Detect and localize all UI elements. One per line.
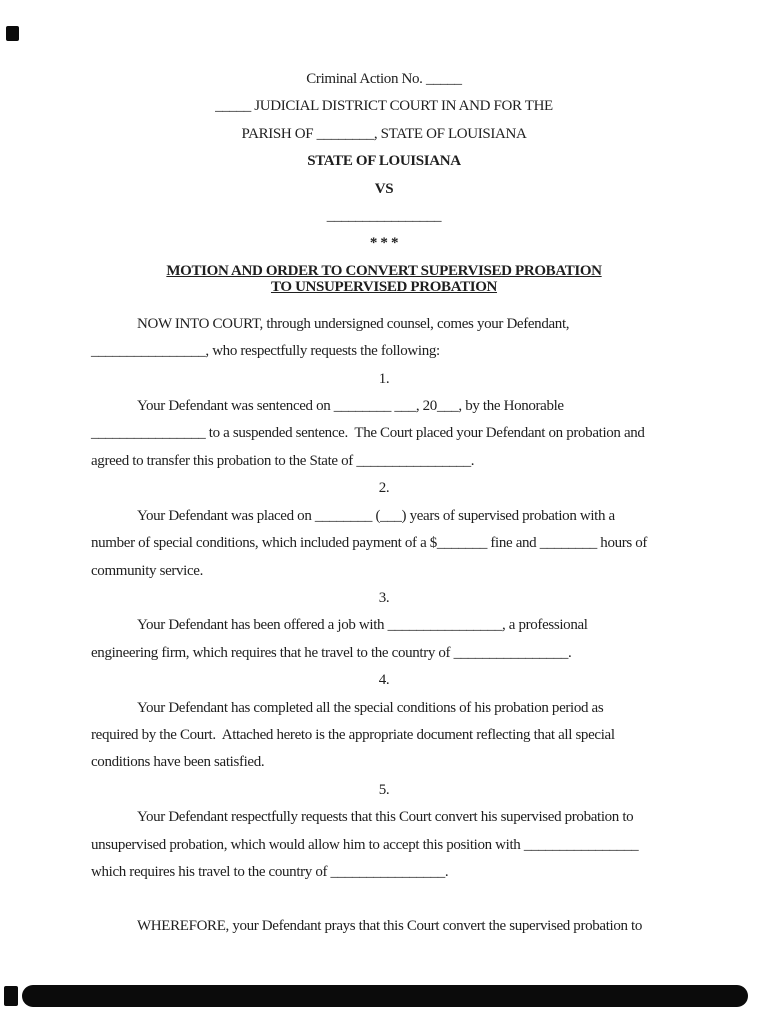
case-number-line: Criminal Action No. _____	[306, 71, 462, 87]
paragraph-3-line-2: engineering firm, which requires that he travel to the country of ________________.	[91, 644, 572, 661]
paragraph-4-number: 4.	[378, 672, 390, 689]
intro-line-1: NOW INTO COURT, through undersigned counsel, comes your Defendant,	[137, 315, 570, 332]
paragraph-5-line-2: unsupervised probation, which would allow him to accept this position with ________________	[91, 836, 639, 853]
scan-artifact-top-left	[6, 26, 19, 41]
paragraph-2-line-2: number of special conditions, which included payment of a $_______ fine and ________ hours of	[91, 535, 648, 552]
paragraph-2-line-3: community service.	[91, 562, 204, 579]
paragraph-3-line-1: Your Defendant has been offered a job with ________________, a professional	[137, 617, 588, 634]
paragraph-5-number: 5.	[378, 781, 390, 798]
party-plaintiff: STATE OF LOUISIANA	[307, 153, 461, 170]
court-line: _____ JUDICIAL DISTRICT COURT IN AND FOR THE	[215, 98, 553, 115]
defendant-name-blank: ________________	[326, 208, 442, 225]
wherefore-line: WHEREFORE, your Defendant prays that this Court convert the supervised probation to	[137, 918, 643, 935]
paragraph-5-line-3: which requires his travel to the country of ________________.	[91, 863, 449, 880]
paragraph-1-number: 1.	[378, 370, 390, 387]
motion-title-line-2: TO UNSUPERVISED PROBATION	[270, 278, 498, 295]
intro-line-2: ________________, who respectfully requests the following:	[91, 343, 440, 360]
paragraph-1-line-3: agreed to transfer this probation to the State of ________________.	[91, 452, 475, 469]
paragraph-2-number: 2.	[378, 480, 390, 497]
paragraph-4-line-3: conditions have been satisfied.	[91, 754, 265, 771]
vs-label: VS	[374, 180, 394, 197]
motion-title-line-1: MOTION AND ORDER TO CONVERT SUPERVISED PROBATION	[166, 262, 602, 279]
paragraph-1-line-2: ________________ to a suspended sentence. The Court placed your Defendant on probation and	[91, 425, 645, 442]
asterisk-separator: * * *	[369, 235, 399, 252]
scan-artifact-bottom-bar	[22, 985, 748, 1007]
paragraph-4-line-2: required by the Court. Attached hereto is the appropriate document reflecting that all special	[91, 726, 615, 743]
paragraph-4-line-1: Your Defendant has completed all the special conditions of his probation period as	[137, 699, 604, 716]
scan-artifact-bottom-left	[4, 986, 18, 1006]
paragraph-5-line-1: Your Defendant respectfully requests that this Court convert his supervised probation to	[137, 809, 634, 826]
paragraph-2-line-1: Your Defendant was placed on ________ (___) years of supervised probation with a	[137, 507, 615, 524]
paragraph-3-number: 3.	[378, 589, 390, 606]
paragraph-1-line-1: Your Defendant was sentenced on ________ ___, 20___, by the Honorable	[137, 398, 564, 415]
parish-line: PARISH OF ________, STATE OF LOUISIANA	[241, 125, 527, 142]
motion-document-body	[91, 66, 677, 941]
